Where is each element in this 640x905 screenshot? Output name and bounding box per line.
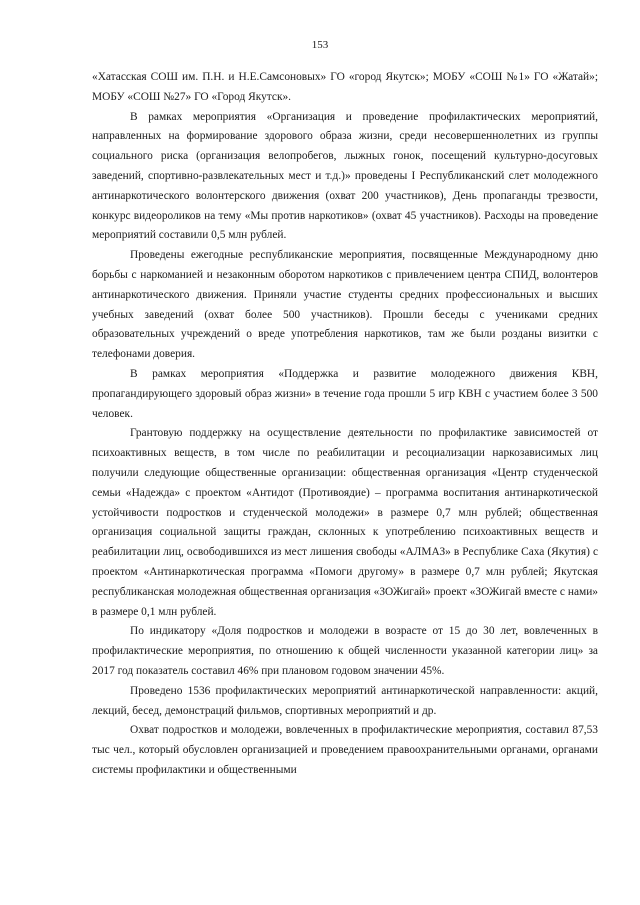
- paragraph-youth-events: В рамках мероприятия «Организация и проведение профилактических мероприятий, направленных на формирование здорового образа жизни, среди несовершеннолетних из группы социального риска (организация велопробегов, лыжных гонок, посещений культурно-досуговых заведений, спортивно-развлекательных мест и т.д.)» проведены I Республиканский слет молодежного антинаркотического волонтерского движения (охват 200 участников), День пропаганды трезвости, конкурс видеороликов на тему «Мы против наркотиков» (охват 45 участников). Расходы на проведение мероприятий составили 0,5 млн рублей.: [92, 110, 598, 242]
- paragraph-events-count: Проведено 1536 профилактических мероприятий антинаркотической направленности: акций, лекций, бесед, демонстраций фильмов, спортивных мероприятий и др.: [92, 684, 598, 717]
- paragraph-grants: Грантовую поддержку на осуществление деятельности по профилактике зависимостей от психоактивных веществ, в том числе по реабилитации и ресоциализации наркозависимых лиц получили следующие общественные организации: общественная организация «Центр студенческой семьи «Надежда» с проектом «Антидот (Противоядие) – программа воспитания антинаркотической устойчивости подростков и студенческой молодежи» в размере 0,7 млн рублей; общественная организация социальной защиты граждан, склонных к употреблению психоактивных веществ и реабилитации лиц, освободившихся из мест лишения свободы «АЛМАЗ» в Республике Саха (Якутия) с проектом «Антинаркотическая программа «Помоги другому» в размере 0,7 млн рублей; Якутская республиканская молодежная общественная организация «ЗОЖигай» проект «ЗОЖигай вместе с нами» в размере 0,1 млн рублей.: [92, 427, 598, 618]
- document-body: [92, 68, 598, 781]
- paragraph-coverage: Охват подростков и молодежи, вовлеченных в профилактические мероприятия, составил 87,53 тыс чел., который обусловлен организацией и проведением правоохранительными органами, органами системы профилактики и общественными: [92, 724, 598, 776]
- paragraph-continuation: «Хатасская СОШ им. П.Н. и Н.Е.Самсоновых» ГО «город Якутск»; МОБУ «СОШ №1» ГО «Жатай»; МОБУ «СОШ №27» ГО «Город Якутск».: [92, 71, 598, 103]
- paragraph-indicator: По индикатору «Доля подростков и молодежи в возрасте от 15 до 30 лет, вовлеченных в профилактические мероприятия, по отношению к общей численности указанной категории лиц» за 2017 год показатель составил 46% при плановом годовом значении 45%.: [92, 625, 598, 677]
- paragraph-annual-events: Проведены ежегодные республиканские мероприятия, посвященные Международному дню борьбы с наркоманией и незаконным оборотом наркотиков с привлечением центра СПИД, волонтеров антинаркотического движения. Приняли участие студенты средних профессиональных и высших учебных заведений (охват более 500 участников). Прошли беседы с учениками средних образовательных учреждений о вреде употребления наркотиков, там же были розданы визитки с телефонами доверия.: [92, 249, 598, 361]
- page-number: 153: [311, 39, 329, 51]
- paragraph-kvn: В рамках мероприятия «Поддержка и развитие молодежного движения КВН, пропагандирующего здоровый образ жизни» в течение года прошли 5 игр КВН с участием более 3 500 человек.: [92, 367, 598, 420]
